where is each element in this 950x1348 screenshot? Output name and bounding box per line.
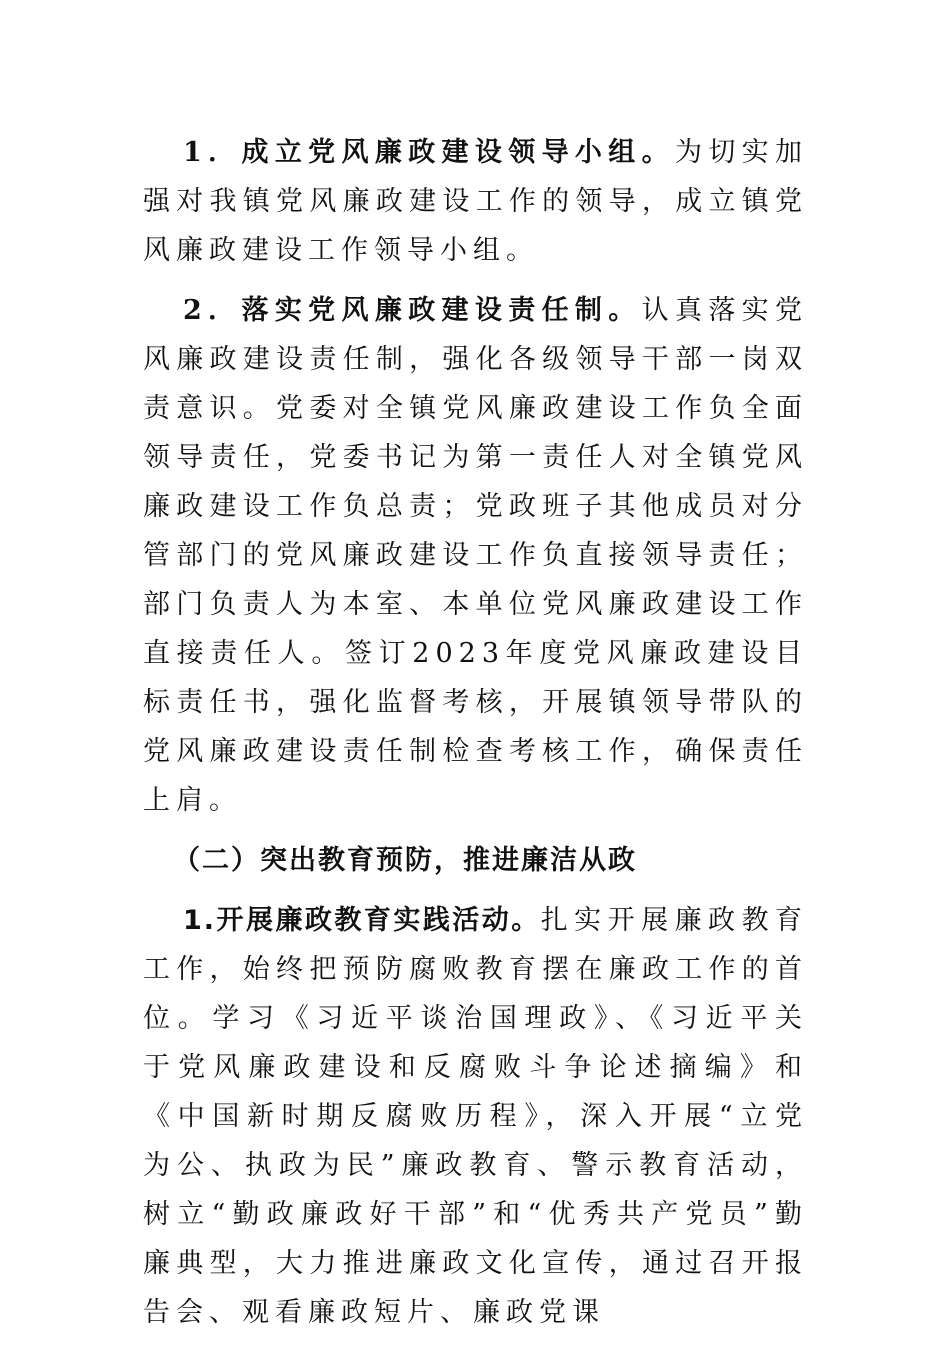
section-heading: （二）突出教育预防，推进廉洁从政 bbox=[173, 845, 637, 876]
paragraph-item-2 bbox=[143, 286, 808, 825]
item-number: 2． bbox=[183, 295, 242, 326]
document-body bbox=[143, 128, 808, 1348]
item-body-text: 扎实开展廉政教育工作，始终把预防腐败教育摆在廉政工作的首位。学习《习近平谈治国理政》、《习近平关于党风廉政建设和反腐败斗争论述摘编》和《中国新时期反腐败历程》，深入开展“立党为公、执政为民”廉政教育、警示教育活动，树立“勤政廉政好干部”和“优秀共产党员”勤廉典型，大力推进廉政文化宣传，通过召开报告会、观看廉政短片、廉政党课 bbox=[143, 905, 809, 1328]
item-body-text: 认真落实党风廉政建设责任制，强化各级领导干部一岗双责意识。党委对全镇党风廉政建设工作负全面领导责任，党委书记为第一责任人对全镇党风廉政建设工作负总责；党政班子其他成员对分管部门的党风廉政建设工作负直接领导责任；部门负责人为本室、本单位党风廉政建设工作直接责任人。签订2023年度党风廉政建设目标责任书，强化监督考核，开展镇领导带队的党风廉政建设责任制检查考核工作，确保责任上肩。 bbox=[143, 295, 809, 816]
item-lead-heading: 开展廉政教育实践活动。 bbox=[216, 905, 541, 936]
item-number: 1. bbox=[183, 905, 217, 936]
item-lead-heading: 落实党风廉政建设责任制。 bbox=[241, 295, 642, 326]
item-body-text: 为切实加强对我镇党风廉政建设工作的领导，成立镇党风廉政建设工作领导小组。 bbox=[143, 137, 809, 266]
item-number: 1． bbox=[183, 137, 242, 168]
paragraph-section-item-1 bbox=[143, 896, 808, 1337]
paragraph-item-1 bbox=[143, 128, 808, 275]
item-lead-heading: 成立党风廉政建设领导小组。 bbox=[241, 137, 675, 168]
